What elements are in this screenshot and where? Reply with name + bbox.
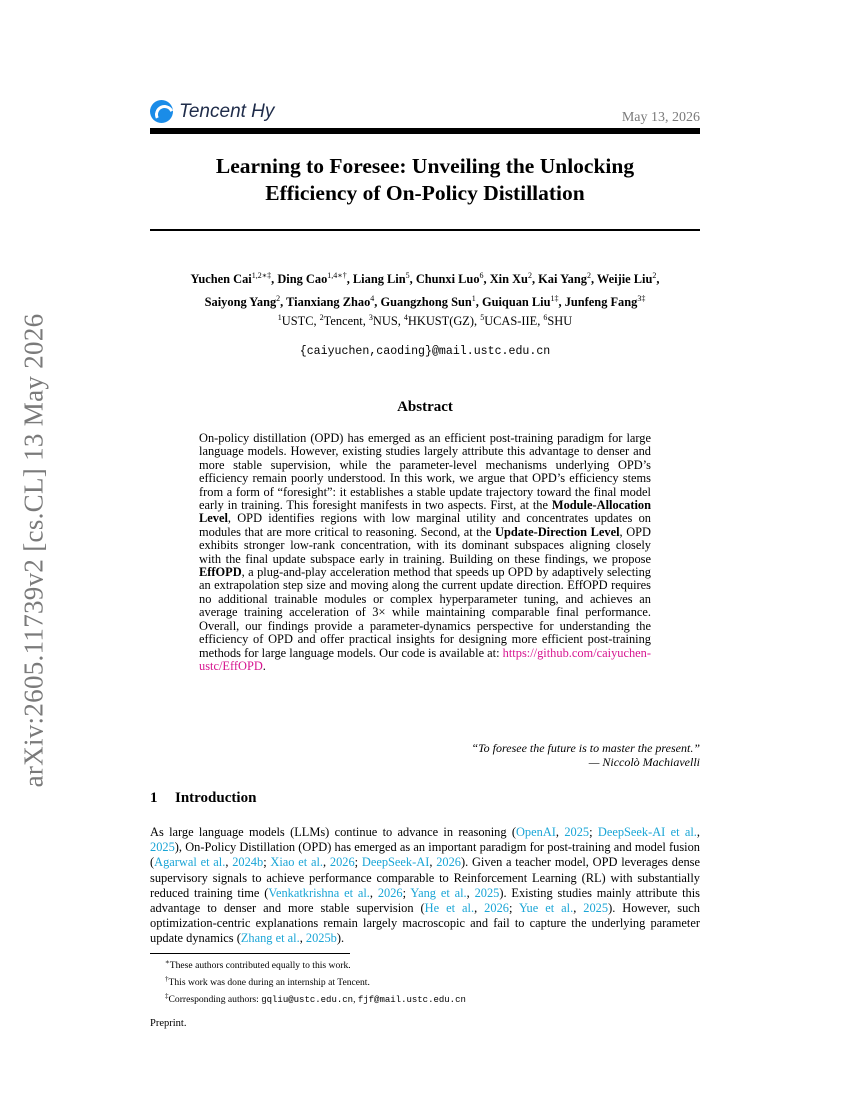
footnote-3 — [165, 990, 466, 1008]
citation-link[interactable]: 2026 — [484, 901, 509, 916]
footnote-mark: † — [165, 974, 169, 983]
author-line-1: Yuchen Cai$^{1,2∗\ddagger}$, Ding Cao$^{1,4∗\dagger}$, Liang Lin$^5$, Chunxi Luo$^6$, Xin Xu$^2$, Kai Yang$^2$, Weijie Liu$^2$, — [190, 271, 660, 287]
citation-link[interactable]: Venkatkrishna et al. — [268, 885, 370, 900]
author-affiliation-mark: 1,2∗‡ — [251, 271, 272, 280]
preprint-label: Preprint. — [150, 1018, 187, 1029]
arxiv-stamp — [14, 300, 54, 800]
affiliation-name: UCAS-IIE — [484, 314, 538, 329]
author-list — [150, 266, 700, 312]
author-affiliation-mark: 5 — [405, 271, 410, 280]
intro-text: ; — [589, 825, 598, 839]
author-name: Saiyong Yang — [204, 295, 277, 310]
author-name: Liang Lin — [352, 272, 406, 287]
intro-text: ). Existing studies mainly attribute this advantage to denser and more stable supervision ( — [150, 885, 700, 916]
abstract-text: , OPD exhibits stronger low-rank concentration, with its dominant subspaces aligning closely with the final update subspace early in training. Building on these findings, we propose — [199, 524, 652, 566]
abstract-text: , a plug-and-play acceleration method that speeds up OPD by adaptively selecting an extrapolation step size and moving along the current update direction. EffOPD requires no additional trainable modules or complex hyperparameter tuning, and achieves an average training acceleration of 3× while maintaining comparable final performance. Overall, our findings provide a parameter-dynamics perspective for understanding the efficiency of OPD and offer practical insights for designing more efficient post-training methods for large language models. Our code is available at: — [199, 565, 651, 660]
abstract-heading: Abstract — [397, 399, 453, 415]
author-name: Weijie Liu — [596, 272, 653, 287]
title-line-1: Learning to Foresee: Unveiling the Unlocking — [215, 154, 635, 178]
section-number: 1 — [150, 790, 158, 806]
author-affiliation-mark: 6 — [479, 271, 484, 280]
epigraph — [300, 742, 700, 769]
citation-link[interactable]: 2025b — [305, 931, 337, 946]
affiliations: $^1$USTC, $^2$Tencent, $^3$NUS, $^4$HKUST(GZ), $^5$UCAS-IIE, $^6$SHU — [277, 313, 573, 329]
footnote-2 — [165, 973, 466, 990]
author-name: Guiquan Liu — [481, 295, 551, 310]
author-name: Junfeng Fang — [564, 295, 638, 310]
abstract-text: , OPD identifies regions with low marginal utility and concentrates updates on modules that are more critical to reasoning. Second, at the — [199, 511, 651, 539]
contact-email: {caiyuchen,caoding}@mail.ustc.edu.cn — [299, 345, 551, 358]
citation-link[interactable]: 2025 — [474, 885, 500, 900]
intro-text: , — [369, 885, 378, 900]
affiliation-name: HKUST(GZ) — [407, 314, 474, 329]
intro-text: ; — [508, 901, 519, 916]
abstract-text: On-policy distillation (OPD) has emerged as an efficient post-training paradigm for large language models. However, existing studies largely attribute this advantage to denser and more stable supervision, while the parameter-level mechanisms underlying OPD’s efficiency remain poorly understood. In this work, we argue that OPD’s efficiency stems from a form of “foresight”: it establishes a stable update trajectory toward the final model early in training. This foresight manifests in two aspects. First, at the — [199, 431, 651, 513]
citation-link[interactable]: DeepSeek-AI — [361, 855, 430, 870]
author-name: Yuchen Cai — [190, 272, 252, 287]
intro-text: As large language models (LLMs) continue to advance in reasoning ( — [150, 825, 516, 839]
header-date: May 13, 2026 — [621, 110, 700, 125]
section-heading — [150, 790, 256, 807]
intro-text: ). Given a teacher model, OPD leverages dense supervisory signals to achieve performance comparable to Reinforcement Learning (RL) with substantially reduced training time ( — [150, 855, 700, 900]
intro-text: , — [474, 901, 485, 916]
author-name: Kai Yang — [538, 272, 587, 287]
author-affiliation-mark: 1,4∗† — [327, 271, 347, 280]
author-affiliation-mark: 1 — [471, 294, 476, 304]
author-name: Tianxiang Zhao — [286, 295, 371, 310]
abstract-bold: Module-Allocation Level — [199, 498, 651, 526]
footnotes — [165, 956, 466, 1008]
intro-text: , — [323, 855, 330, 870]
citation-link[interactable]: Zhang et al. — [240, 931, 300, 946]
footnote-email: fjf@mail.ustc.edu.cn — [357, 995, 466, 1006]
intro-text: , — [299, 931, 306, 946]
affiliation-mark: 3 — [368, 313, 373, 322]
section-title: Introduction — [175, 790, 257, 806]
intro-text: , — [696, 825, 701, 839]
title-bottom-rule — [150, 229, 700, 231]
author-affiliation-mark: 2 — [276, 294, 281, 304]
affiliation-mark: 1 — [277, 313, 282, 322]
citation-link[interactable]: 2026 — [436, 855, 461, 870]
intro-text: ). — [336, 931, 345, 946]
tencent-logo — [150, 100, 274, 123]
author-affiliation-mark: 3‡ — [637, 294, 646, 304]
affiliation-name: USTC — [281, 314, 314, 329]
author-affiliation-mark: 4 — [370, 294, 375, 304]
intro-text: ; — [402, 885, 411, 900]
tencent-logo-icon — [150, 100, 173, 123]
affiliation-mark: 5 — [480, 313, 485, 322]
intro-text: ; — [263, 855, 271, 870]
epigraph-author: — Niccolò Machiavelli — [588, 754, 700, 769]
intro-text: ). However, such optimization-centric explanations remain largely macroscopic and fail to capture the underlying parameter update dynamics ( — [150, 901, 700, 946]
citation-link[interactable]: Agarwal et al. — [154, 855, 226, 870]
intro-paragraph — [150, 825, 700, 947]
author-affiliation-mark: 2 — [527, 271, 532, 280]
affiliation-mark: 2 — [319, 313, 324, 322]
affiliation-name: Tencent — [323, 314, 363, 329]
intro-text: , — [573, 901, 584, 916]
abstract-bold: Update-Direction Level — [495, 524, 620, 539]
affiliation-mark: 4 — [403, 313, 408, 322]
author-name: Xin Xu — [489, 272, 528, 287]
abstract-bold: EffOPD — [199, 565, 242, 580]
footnote-text: These authors contributed equally to this work. — [169, 960, 351, 972]
footnote-1 — [165, 956, 466, 973]
citation-link[interactable]: 2026 — [329, 855, 355, 870]
citation-link[interactable]: Yang et al. — [410, 885, 467, 900]
citation-link[interactable]: Yue et al. — [518, 901, 574, 916]
citation-link[interactable]: He et al. — [424, 901, 475, 916]
footnote-separator: , — [353, 994, 358, 1006]
author-affiliation-mark: 2 — [652, 271, 657, 280]
citation-link[interactable]: 2025 — [564, 825, 590, 839]
intro-text: ), On-Policy Distillation (OPD) has emerged as an important paradigm for post-training and model fusion ( — [150, 840, 700, 870]
affiliation-name: NUS — [372, 314, 398, 329]
citation-link[interactable]: DeepSeek-AI et al. — [597, 825, 697, 839]
code-link[interactable]: https://github.com/caiyuchen-ustc/EffOPD — [199, 645, 651, 673]
author-name: Ding Cao — [277, 272, 328, 287]
footnote-rule — [150, 953, 350, 954]
logo-text: Tencent Hy — [179, 100, 275, 122]
author-line-2: Saiyong Yang$^2$, Tianxiang Zhao$^4$, Guangzhong Sun$^1$, Guiquan Liu$^{1\ddagger}$, Junfeng Fang$^{3\ddagger}$ — [204, 294, 646, 310]
citation-link[interactable]: 2025 — [150, 840, 175, 855]
footnote-text: This work was done during an internship at Tencent. — [168, 977, 370, 989]
arxiv-stamp-text: arXiv:2605.11739v2 [cs.CL] 13 May 2026 — [18, 313, 49, 787]
author-affiliation-mark: 2 — [586, 271, 591, 280]
citation-link[interactable]: 2025 — [583, 901, 609, 916]
citation-link[interactable]: Xiao et al. — [270, 855, 324, 870]
footnote-mark: ‡ — [165, 991, 169, 1000]
intro-text: ; — [354, 855, 362, 870]
intro-text: , — [225, 855, 233, 870]
epigraph-text: “To foresee the future is to master the present.” — [471, 741, 700, 755]
footnote-text: Corresponding authors: — [168, 994, 262, 1006]
affiliation-mark: 6 — [543, 313, 548, 322]
affiliation-name: SHU — [547, 314, 573, 329]
abstract-body — [199, 432, 651, 673]
abstract-text: . — [262, 658, 266, 673]
author-affiliation-mark: 1‡ — [550, 294, 559, 304]
title-top-rule — [150, 128, 700, 134]
citation-link[interactable]: 2024b — [232, 855, 264, 870]
footnote-mark: ∗ — [165, 958, 170, 966]
intro-text: , — [555, 825, 565, 839]
paper-title — [150, 153, 700, 207]
intro-text: , — [429, 855, 437, 870]
title-line-2: Efficiency of On-Policy Distillation — [265, 181, 585, 205]
citation-link[interactable]: OpenAI — [515, 825, 556, 839]
author-name: Guangzhong Sun — [380, 295, 472, 310]
footnote-email: gqliu@ustc.edu.cn — [261, 995, 354, 1006]
intro-text: , — [466, 885, 475, 900]
author-name: Chunxi Luo — [415, 272, 480, 287]
citation-link[interactable]: 2026 — [377, 885, 403, 900]
